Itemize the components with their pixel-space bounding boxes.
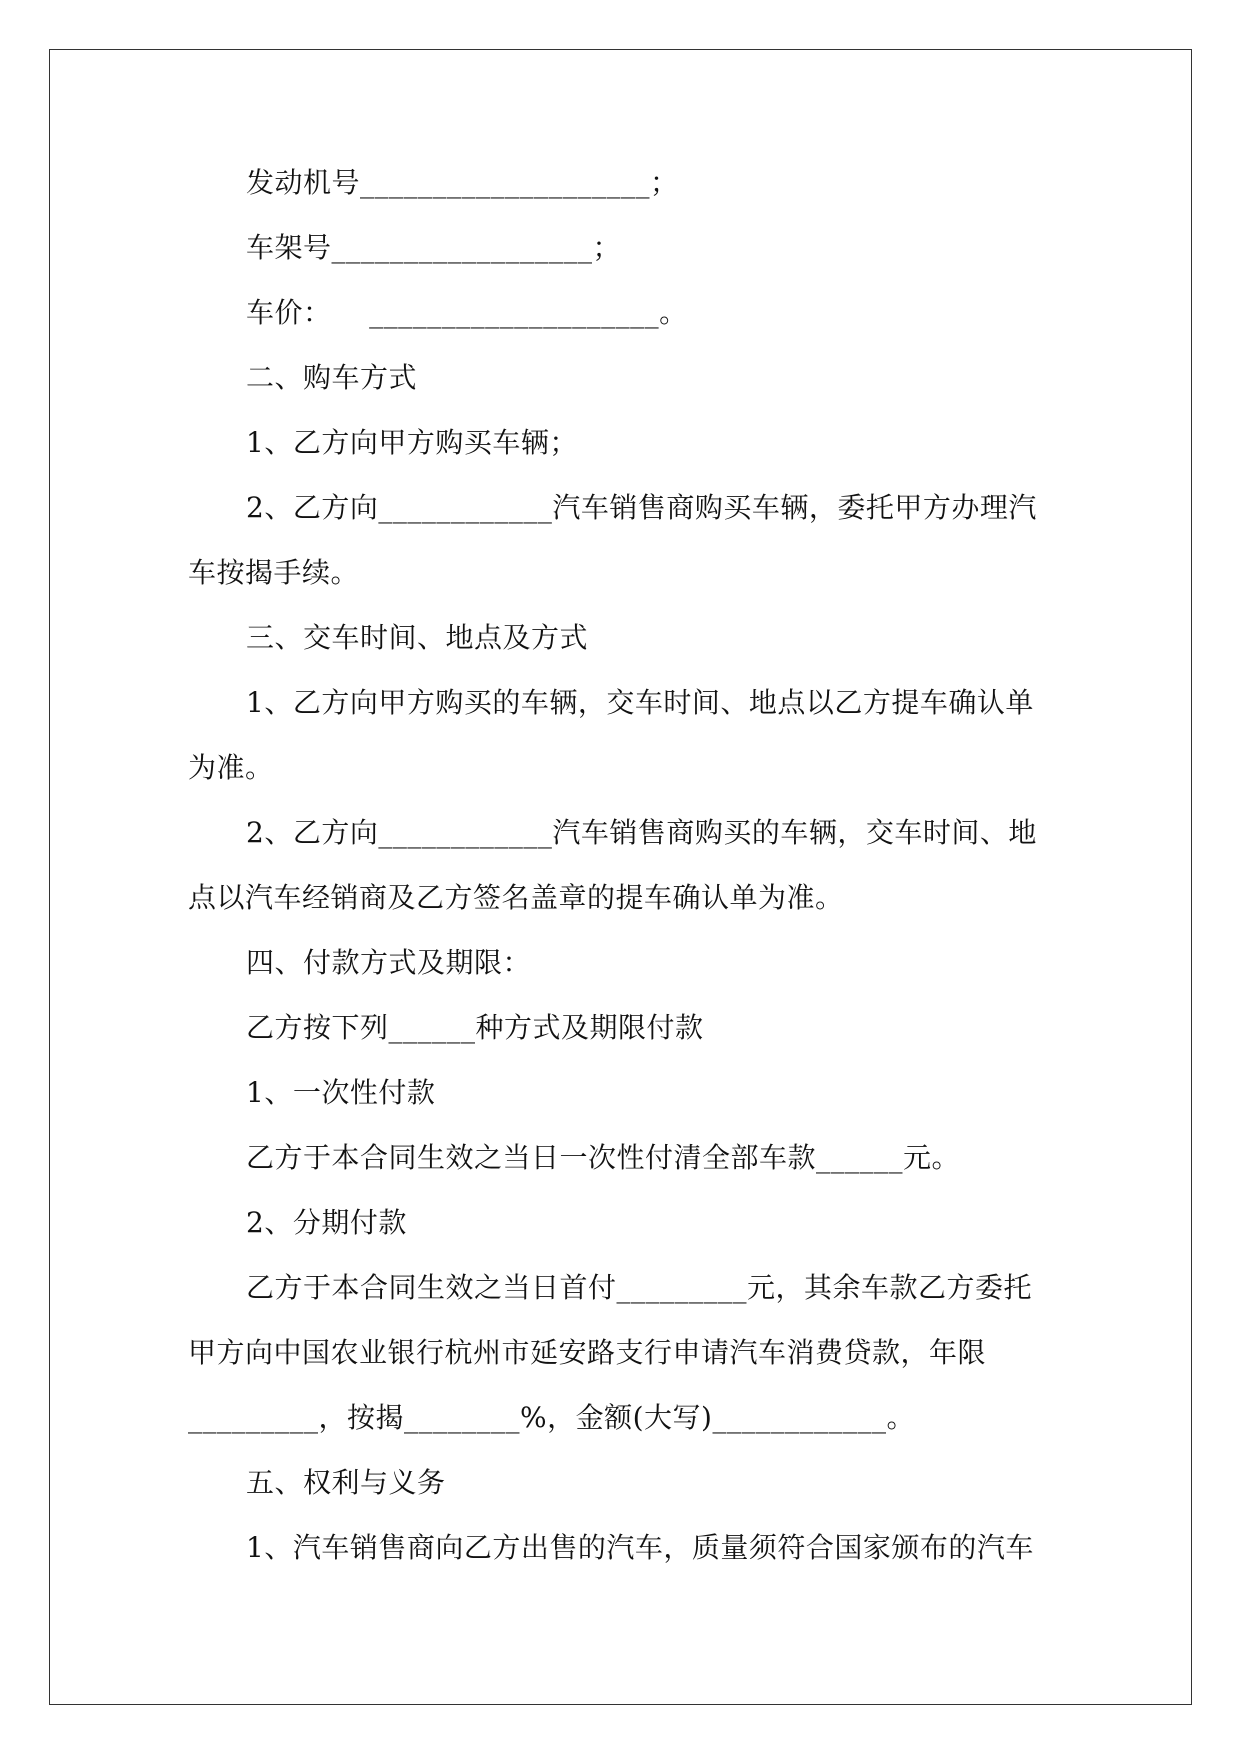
section-heading-purchase-method: 二、购车方式 (246, 361, 418, 394)
paragraph-delivery-2: 2、乙方向____________汽车销售商购买的车辆，交车时间、地点以汽车经销商及乙方签名盖章的提车确认单为准。 (188, 816, 1037, 914)
paragraph-engine-number: 发动机号____________________； (246, 166, 679, 199)
paragraph-installment: 乙方于本合同生效之当日首付_________元，其余车款乙方委托甲方向中国农业银行杭州市延安路支行申请汽车消费贷款，年限_________，按揭________%，金额(大写)____________。 (188, 1271, 1033, 1434)
paragraph-delivery-1: 1、乙方向甲方购买的车辆，交车时间、地点以乙方提车确认单为准。 (188, 686, 1034, 784)
paragraph-lump-sum: 乙方于本合同生效之当日一次性付清全部车款______元。 (246, 1141, 961, 1174)
document-body (188, 150, 1054, 1580)
paragraph-chassis-number: 车架号__________________； (246, 231, 622, 264)
paragraph-purchase-2: 2、乙方向____________汽车销售商购买车辆，委托甲方办理汽车按揭手续。 (188, 491, 1037, 589)
section-heading-rights: 五、权利与义务 (246, 1466, 446, 1499)
section-heading-payment: 四、付款方式及期限： (246, 946, 532, 979)
paragraph-rights-1: 1、汽车销售商向乙方出售的汽车，质量须符合国家颁布的汽车 (246, 1531, 1034, 1564)
paragraph-purchase-1: 1、乙方向甲方购买车辆； (246, 426, 578, 459)
section-heading-delivery: 三、交车时间、地点及方式 (246, 621, 589, 654)
paragraph-payment-intro: 乙方按下列______种方式及期限付款 (246, 1011, 704, 1044)
subheading-installment: 2、分期付款 (246, 1206, 407, 1239)
subheading-lump-sum: 1、一次性付款 (246, 1076, 436, 1109)
paragraph-car-price: 车价： ____________________。 (246, 296, 688, 329)
